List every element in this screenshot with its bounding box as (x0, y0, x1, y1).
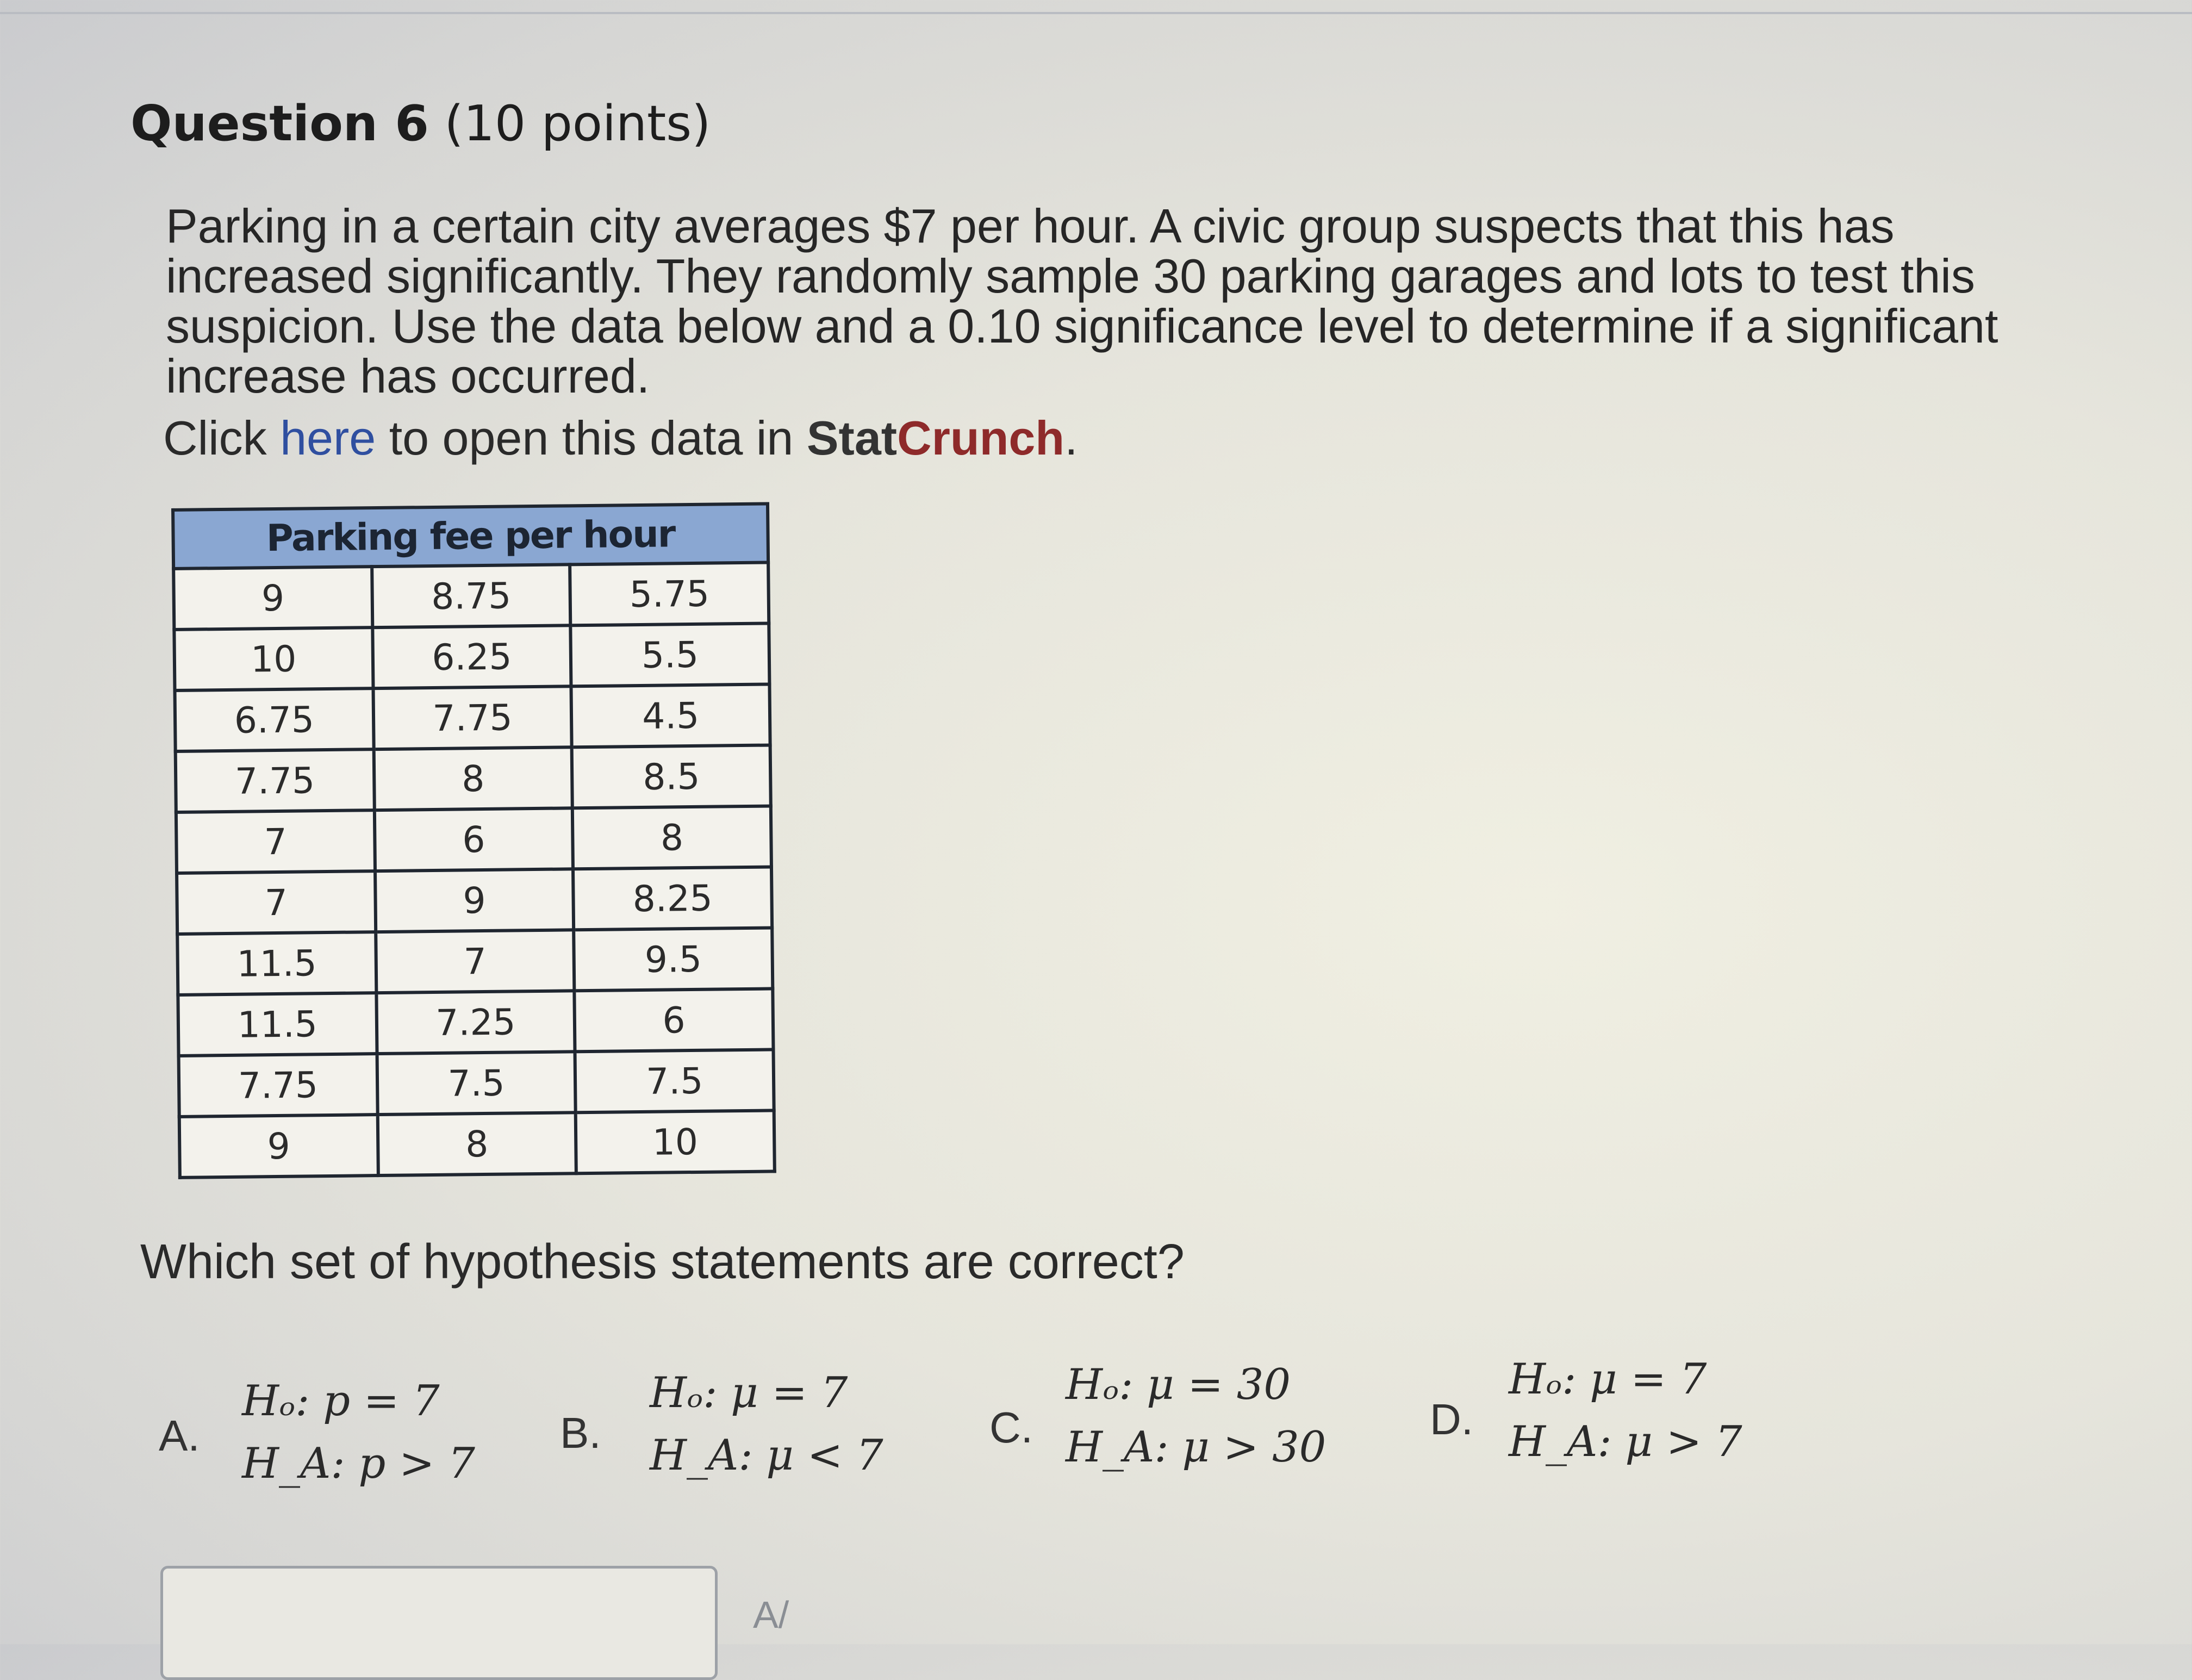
table-cell: 11.5 (178, 993, 377, 1056)
table-row (178, 988, 773, 1055)
table-cell: 10 (576, 1110, 775, 1173)
question-points: (10 points) (444, 95, 711, 152)
table-row (176, 806, 771, 873)
table-cell: 6 (374, 808, 573, 871)
table-cell: 8 (377, 1112, 576, 1175)
table-cell: 9 (179, 1115, 378, 1178)
table-row (176, 745, 771, 812)
question-prompt: Parking in a certain city averages $7 per hour. A civic group suspects that this has increased significantly. They randomly sample 30 parking garages and lots to test this suspicion. Use the data below and a 0.10 significance level to determine if a significant increase has occurred. (166, 199, 1998, 403)
alt-hypothesis: H_A: μ > 30 (1066, 1423, 1327, 1472)
table-cell: 5.75 (570, 563, 769, 626)
statcrunch-brand-crunch: Crunch (897, 411, 1065, 465)
table-cell: 8.25 (573, 867, 772, 930)
alt-hypothesis: H_A: μ > 7 (1509, 1417, 1742, 1466)
table-cell: 7.75 (176, 749, 375, 812)
table-cell: 7.5 (575, 1049, 774, 1112)
table-cell: 7 (176, 810, 375, 873)
table-cell: 9.5 (574, 928, 773, 991)
question-number: Question 6 (130, 95, 429, 152)
table-cell: 6.25 (372, 625, 571, 688)
null-hypothesis: Hₒ: μ = 7 (1509, 1355, 1707, 1404)
table-cell: 7 (376, 930, 575, 993)
table-row (179, 1049, 774, 1116)
table-body (173, 563, 775, 1178)
table-row (179, 1110, 775, 1177)
table-cell: 6 (575, 988, 774, 1051)
table-cell: 9 (173, 567, 372, 630)
table-cell: 7 (177, 871, 376, 934)
table-cell: 7.75 (373, 686, 572, 749)
hypothesis-question: Which set of hypothesis statements are correct? (140, 1235, 1185, 1289)
table-row (175, 684, 770, 751)
table-cell: 7.25 (376, 991, 575, 1054)
statcrunch-link[interactable]: here (280, 411, 376, 465)
table-cell: 5.5 (571, 624, 770, 687)
option-letter[interactable]: C. (989, 1403, 1033, 1452)
null-hypothesis: Hₒ: p = 7 (242, 1377, 440, 1426)
alt-hypothesis: H_A: μ < 7 (650, 1431, 883, 1480)
table-cell: 9 (375, 869, 574, 932)
table-cell: 4.5 (571, 684, 770, 747)
table-row (174, 624, 769, 690)
statcrunch-brand-stat: Stat (806, 411, 898, 465)
table-header: Parking fee per hour (173, 504, 768, 569)
table-cell: 8 (373, 747, 572, 810)
null-hypothesis: Hₒ: μ = 30 (1066, 1360, 1291, 1409)
click-prefix: Click (163, 411, 281, 465)
option-letter[interactable]: D. (1430, 1395, 1473, 1443)
table-cell: 7.75 (179, 1054, 378, 1117)
table-cell: 11.5 (177, 932, 376, 995)
null-hypothesis: Hₒ: μ = 7 (650, 1368, 848, 1417)
table-row (177, 928, 773, 994)
table-row (173, 563, 769, 630)
option-hypotheses (650, 1362, 883, 1487)
table-cell: 8 (572, 806, 771, 869)
statcrunch-line (163, 410, 1078, 466)
top-divider (0, 12, 2192, 14)
table-cell: 8.5 (572, 745, 771, 808)
table-cell: 6.75 (175, 688, 374, 751)
spell-check-icon[interactable]: A/ (753, 1594, 789, 1636)
option-hypotheses (1509, 1348, 1742, 1473)
option-letter[interactable]: B. (560, 1409, 601, 1457)
answer-select[interactable] (160, 1566, 718, 1680)
option-letter[interactable]: A. (159, 1411, 200, 1460)
table-cell: 8.75 (372, 564, 571, 627)
click-middle: to open this data in (376, 411, 807, 465)
table-cell: 7.5 (377, 1051, 576, 1115)
parking-fee-table (171, 502, 776, 1179)
table-row (177, 867, 772, 934)
alt-hypothesis: H_A: p > 7 (242, 1439, 475, 1488)
click-suffix: . (1064, 411, 1078, 465)
option-hypotheses (1066, 1354, 1326, 1479)
table-cell: 10 (174, 627, 373, 690)
question-title (130, 95, 711, 152)
option-hypotheses (242, 1370, 475, 1495)
